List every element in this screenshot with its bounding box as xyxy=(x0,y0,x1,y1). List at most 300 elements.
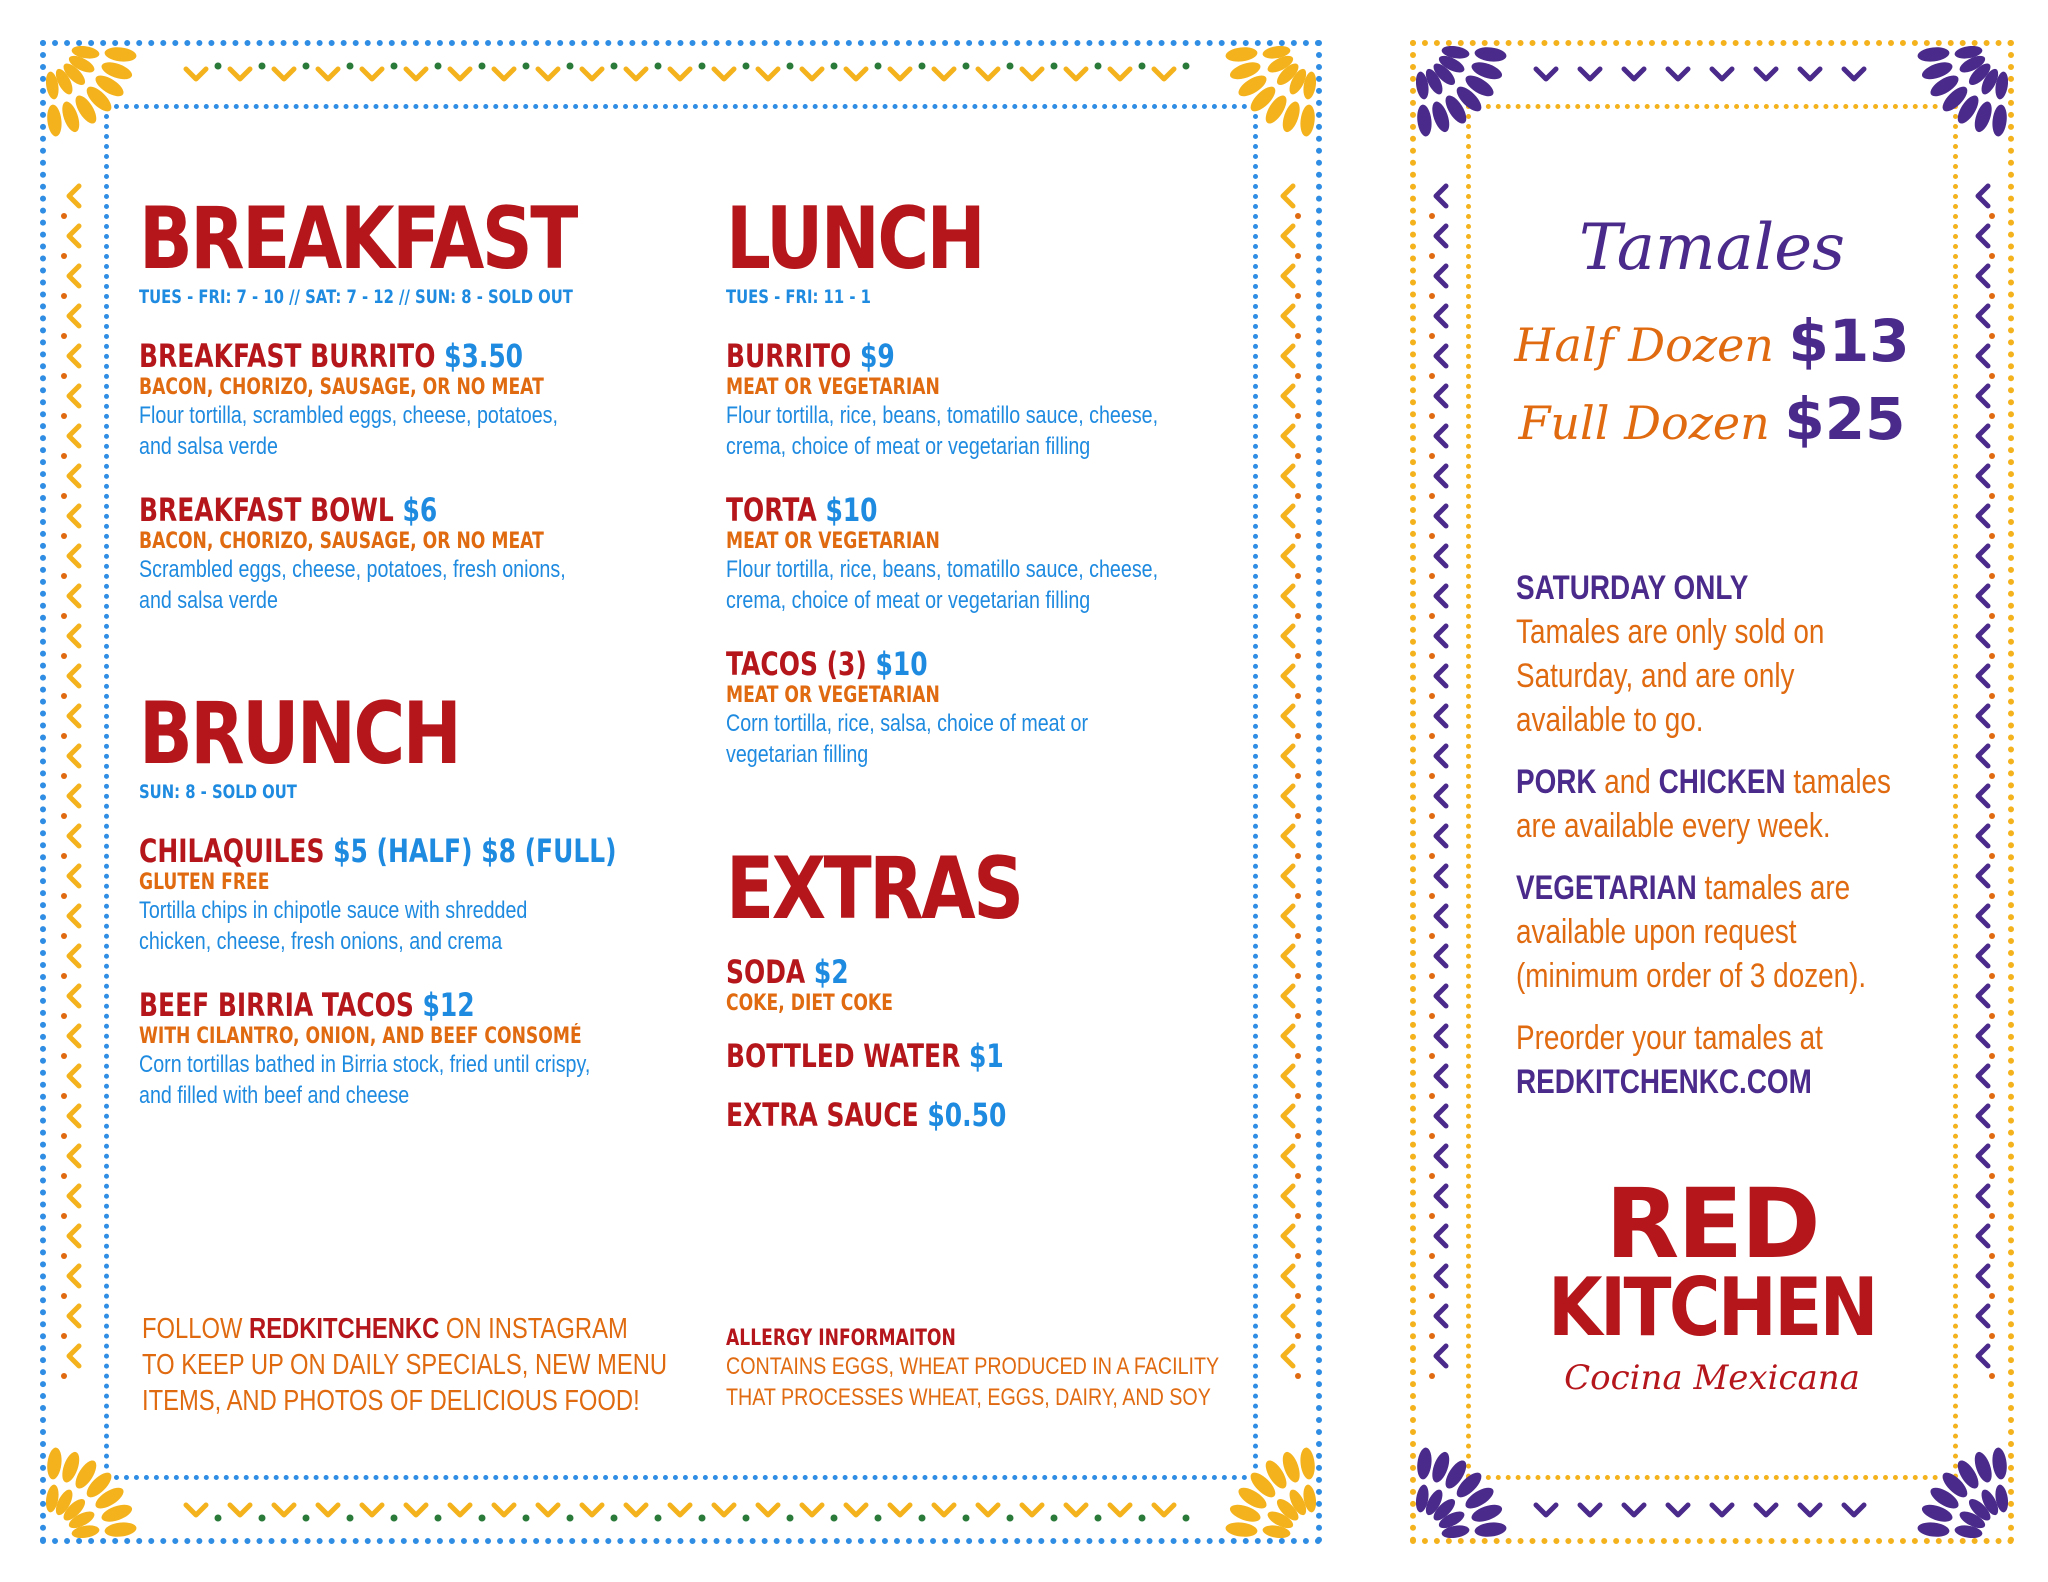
dot-ornament xyxy=(61,1333,67,1339)
chevron-ornament xyxy=(1436,906,1446,926)
chevron-ornament xyxy=(69,986,79,1006)
chevron-ornament xyxy=(1436,1146,1446,1166)
chevron-ornament xyxy=(1624,69,1644,79)
chevron-ornament xyxy=(1624,1505,1644,1515)
chevron-ornament xyxy=(362,1505,382,1515)
chevron-ornament xyxy=(69,426,79,446)
chevron-ornament xyxy=(890,1505,910,1515)
dot-ornament xyxy=(1429,893,1435,899)
chevron-ornament xyxy=(1436,346,1446,366)
dot-ornament xyxy=(1429,493,1435,499)
tamales-header xyxy=(1476,211,1948,453)
dot-ornament xyxy=(1295,933,1301,939)
dot-ornament xyxy=(1183,63,1190,70)
chevron-ornament xyxy=(1978,1066,1988,1086)
dot-ornament xyxy=(1989,853,1995,859)
petal-ornament xyxy=(1474,46,1507,63)
dot-ornament xyxy=(61,413,67,419)
chevron-ornament xyxy=(1283,586,1293,606)
logo xyxy=(1476,1168,1948,1398)
dot-ornament xyxy=(1429,293,1435,299)
chevron-ornament xyxy=(1436,746,1446,766)
chevron-ornament xyxy=(670,69,690,79)
dot-ornament xyxy=(1429,933,1435,939)
saturday-only-label: SATURDAY ONLY xyxy=(1516,569,1749,607)
dot-ornament xyxy=(1989,1093,1995,1099)
chevron-ornament xyxy=(1154,69,1174,79)
dot-ornament xyxy=(1429,1013,1435,1019)
item-name: BREAKFAST BOWL xyxy=(139,491,394,530)
chevron-ornament xyxy=(1436,1026,1446,1046)
chevron-ornament xyxy=(69,186,79,206)
chevron-ornament xyxy=(1436,306,1446,326)
dot-ornament xyxy=(259,63,266,70)
item-description: Flour tortilla, scrambled eggs, cheese, potatoes, xyxy=(139,402,558,430)
dot-ornament xyxy=(963,63,970,70)
chevron-ornament xyxy=(1283,1226,1293,1246)
dot-ornament xyxy=(1295,853,1301,859)
dot-ornament xyxy=(215,1515,222,1522)
chevron-ornament xyxy=(1978,986,1988,1006)
dot-ornament xyxy=(61,1173,67,1179)
chevron-ornament xyxy=(1283,1066,1293,1086)
chevron-ornament xyxy=(1580,69,1600,79)
chevron-ornament xyxy=(714,1505,734,1515)
dot-ornament xyxy=(699,1515,706,1522)
item-description: crema, choice of meat or vegetarian filling xyxy=(726,587,1091,615)
dot-ornament xyxy=(1989,1133,1995,1139)
chevron-ornament xyxy=(1283,826,1293,846)
dot-ornament xyxy=(1295,253,1301,259)
chevron-ornament xyxy=(1283,506,1293,526)
chevron-ornament xyxy=(1283,906,1293,926)
chevron-ornament xyxy=(978,69,998,79)
petal-ornament xyxy=(1991,1447,2008,1480)
dot-ornament xyxy=(1295,493,1301,499)
dot-ornament xyxy=(1183,1515,1190,1522)
dot-ornament xyxy=(1295,973,1301,979)
dot-ornament xyxy=(1429,1213,1435,1219)
dot-ornament xyxy=(919,63,926,70)
dot-ornament xyxy=(61,853,67,859)
chevron-ornament xyxy=(69,1306,79,1326)
dot-ornament xyxy=(1429,1133,1435,1139)
dot-ornament xyxy=(1429,1093,1435,1099)
dot-ornament xyxy=(61,933,67,939)
chevron-ornament xyxy=(69,586,79,606)
menu-item xyxy=(139,338,699,462)
chevron-ornament xyxy=(758,1505,778,1515)
dot-ornament xyxy=(1295,1053,1301,1059)
breakfast-hours: TUES - FRI: 7 - 10 // SAT: 7 - 12 // SUN: 8 - SOLD OUT xyxy=(139,286,573,308)
dot-ornament xyxy=(1989,693,1995,699)
item-name: BURRITO xyxy=(726,337,852,375)
chevron-ornament xyxy=(1712,1505,1732,1515)
dot-ornament xyxy=(743,1515,750,1522)
logo-kitchen: KITCHEN xyxy=(1548,1261,1876,1354)
website-link[interactable]: REDKITCHENKC.COM xyxy=(1516,1063,1812,1101)
chevron-ornament xyxy=(934,69,954,79)
item-price: $6 xyxy=(402,491,438,530)
dot-ornament xyxy=(1295,1013,1301,1019)
chevron-ornament xyxy=(1436,666,1446,686)
dot-ornament xyxy=(1429,413,1435,419)
menu-item xyxy=(726,492,1246,616)
chevron-ornament xyxy=(1978,1186,1988,1206)
chevron-ornament xyxy=(1283,746,1293,766)
dot-ornament xyxy=(1429,1373,1435,1379)
item-price: $0.50 xyxy=(927,1095,1007,1134)
dot-ornament xyxy=(1295,293,1301,299)
dot-ornament xyxy=(1989,933,1995,939)
menu-item xyxy=(726,1097,1246,1134)
chevron-ornament xyxy=(1436,946,1446,966)
menu-item xyxy=(726,954,1246,1016)
chevron-ornament xyxy=(538,1505,558,1515)
chevron-ornament xyxy=(1978,1346,1988,1366)
item-description: Tortilla chips in chipotle sauce with shredded xyxy=(139,897,528,925)
dot-ornament xyxy=(215,63,222,70)
item-price: $9 xyxy=(859,337,895,375)
dot-ornament xyxy=(61,533,67,539)
chevron-ornament xyxy=(494,69,514,79)
chevron-ornament xyxy=(69,1026,79,1046)
chevron-ornament xyxy=(406,69,426,79)
chevron-ornament xyxy=(1844,69,1864,79)
dot-ornament xyxy=(1989,733,1995,739)
chevron-ornament xyxy=(69,786,79,806)
chevron-ornament xyxy=(1978,586,1988,606)
chevron-ornament xyxy=(69,1066,79,1086)
dot-ornament xyxy=(61,373,67,379)
item-description: Scrambled eggs, cheese, potatoes, fresh onions, xyxy=(139,556,566,584)
dot-ornament xyxy=(1989,613,1995,619)
dot-ornament xyxy=(61,493,67,499)
dot-ornament xyxy=(567,1515,574,1522)
allergy-title: ALLERGY INFORMAITON xyxy=(726,1326,956,1351)
chevron-ornament xyxy=(1978,666,1988,686)
chevron-ornament xyxy=(1978,1146,1988,1166)
dot-ornament xyxy=(61,733,67,739)
chevron-ornament xyxy=(69,1346,79,1366)
chevron-ornament xyxy=(274,1505,294,1515)
dot-ornament xyxy=(1095,1515,1102,1522)
dot-ornament xyxy=(655,1515,662,1522)
petal-ornament xyxy=(46,1447,63,1480)
dot-ornament xyxy=(61,1053,67,1059)
chevron-ornament xyxy=(1978,386,1988,406)
dot-ornament xyxy=(1429,373,1435,379)
item-description: crema, choice of meat or vegetarian filling xyxy=(726,433,1091,461)
chevron-ornament xyxy=(1154,1505,1174,1515)
chevron-ornament xyxy=(69,666,79,686)
dot-ornament xyxy=(1429,1253,1435,1259)
dot-ornament xyxy=(1429,653,1435,659)
chevron-ornament xyxy=(1800,69,1820,79)
chevron-ornament xyxy=(1978,186,1988,206)
chevron-ornament xyxy=(69,866,79,886)
dot-ornament xyxy=(1989,373,1995,379)
chevron-ornament xyxy=(318,1505,338,1515)
dot-ornament xyxy=(61,893,67,899)
item-options: COKE, DIET COKE xyxy=(726,990,893,1016)
dot-ornament xyxy=(1429,1053,1435,1059)
dot-ornament xyxy=(963,1515,970,1522)
chevron-ornament xyxy=(69,546,79,566)
chevron-ornament xyxy=(1978,1306,1988,1326)
chevron-ornament xyxy=(1283,626,1293,646)
chevron-ornament xyxy=(1978,426,1988,446)
chevron-ornament xyxy=(1436,186,1446,206)
dot-ornament xyxy=(1989,1253,1995,1259)
chevron-ornament xyxy=(69,706,79,726)
chevron-ornament xyxy=(1436,986,1446,1006)
chevron-ornament xyxy=(802,69,822,79)
dot-ornament xyxy=(1429,853,1435,859)
dot-ornament xyxy=(1295,773,1301,779)
chevron-ornament xyxy=(1022,1505,1042,1515)
dot-ornament xyxy=(61,573,67,579)
item-price: $1 xyxy=(969,1037,1004,1076)
dot-ornament xyxy=(61,213,67,219)
chevron-ornament xyxy=(1436,266,1446,286)
dot-ornament xyxy=(1989,413,1995,419)
chevron-ornament xyxy=(582,69,602,79)
chevron-ornament xyxy=(1536,69,1556,79)
chevron-ornament xyxy=(69,906,79,926)
dot-ornament xyxy=(611,1515,618,1522)
chevron-ornament xyxy=(69,306,79,326)
chevron-ornament xyxy=(406,1505,426,1515)
item-description: and filled with beef and cheese xyxy=(139,1082,410,1110)
chevron-ornament xyxy=(1436,1346,1446,1366)
chevron-ornament xyxy=(1978,1106,1988,1126)
dot-ornament xyxy=(1429,573,1435,579)
chevron-ornament xyxy=(1580,1505,1600,1515)
dot-ornament xyxy=(1295,1293,1301,1299)
chevron-ornament xyxy=(69,946,79,966)
chevron-ornament xyxy=(1283,386,1293,406)
chevron-ornament xyxy=(450,69,470,79)
dot-ornament xyxy=(347,63,354,70)
chevron-ornament xyxy=(846,69,866,79)
item-name: BEEF BIRRIA TACOS xyxy=(139,986,414,1025)
dot-ornament xyxy=(1989,213,1995,219)
brunch-title: BRUNCH xyxy=(139,684,460,784)
item-price: $3.50 xyxy=(444,337,524,375)
chevron-ornament xyxy=(1978,1026,1988,1046)
extras-section xyxy=(726,839,1246,1134)
dot-ornament xyxy=(435,1515,442,1522)
chevron-ornament xyxy=(1283,1146,1293,1166)
menu-item xyxy=(139,987,699,1111)
chevron-ornament xyxy=(1978,786,1988,806)
petal-ornament xyxy=(1474,1521,1507,1538)
item-name: EXTRA SAUCE xyxy=(726,1095,919,1134)
dot-ornament xyxy=(61,1253,67,1259)
chevron-ornament xyxy=(1283,706,1293,726)
chevron-ornament xyxy=(1978,826,1988,846)
dot-ornament xyxy=(1295,1213,1301,1219)
dot-ornament xyxy=(1429,613,1435,619)
chevron-ornament xyxy=(1978,1226,1988,1246)
dot-ornament xyxy=(1989,1053,1995,1059)
item-options: MEAT OR VEGETARIAN xyxy=(726,528,940,554)
lunch-title: LUNCH xyxy=(726,189,984,289)
petal-ornament xyxy=(1299,1447,1316,1480)
chevron-ornament xyxy=(1436,226,1446,246)
chevron-ornament xyxy=(1436,1106,1446,1126)
chevron-ornament xyxy=(582,1505,602,1515)
chevron-ornament xyxy=(318,69,338,79)
chevron-ornament xyxy=(758,69,778,79)
chevron-ornament xyxy=(1066,1505,1086,1515)
dot-ornament xyxy=(1989,1373,1995,1379)
dot-ornament xyxy=(1989,1333,1995,1339)
chevron-ornament xyxy=(186,69,206,79)
chevron-ornament xyxy=(626,1505,646,1515)
chevron-ornament xyxy=(978,1505,998,1515)
petal-ornament xyxy=(46,104,63,137)
chevron-ornament xyxy=(1283,546,1293,566)
dot-ornament xyxy=(743,63,750,70)
chevron-ornament xyxy=(494,1505,514,1515)
dot-ornament xyxy=(523,1515,530,1522)
chevron-ornament xyxy=(802,1505,822,1515)
chevron-ornament xyxy=(1283,426,1293,446)
item-name: TACOS (3) xyxy=(726,645,867,684)
lunch-section xyxy=(726,189,1246,770)
chevron-ornament xyxy=(69,386,79,406)
chevron-ornament xyxy=(69,1186,79,1206)
brunch-section xyxy=(139,684,699,1111)
chevron-ornament xyxy=(69,1266,79,1286)
dot-ornament xyxy=(1295,333,1301,339)
dot-ornament xyxy=(1989,253,1995,259)
item-options: MEAT OR VEGETARIAN xyxy=(726,374,940,400)
item-description: and salsa verde xyxy=(139,433,278,461)
chevron-ornament xyxy=(1110,1505,1130,1515)
chevron-ornament xyxy=(1436,626,1446,646)
menu-item xyxy=(726,646,1246,770)
dot-ornament xyxy=(1429,1293,1435,1299)
petal-ornament xyxy=(1416,104,1433,137)
item-price: $5 (HALF) $8 (FULL) xyxy=(333,832,617,870)
dot-ornament xyxy=(1007,63,1014,70)
dot-ornament xyxy=(1989,1173,1995,1179)
full-dozen-price: Full Dozen $25 xyxy=(1518,385,1906,453)
chevron-ornament xyxy=(1800,1505,1820,1515)
chevron-ornament xyxy=(69,826,79,846)
dot-ornament xyxy=(61,293,67,299)
item-name: CHILAQUILES xyxy=(139,832,325,870)
dot-ornament xyxy=(1989,773,1995,779)
dot-ornament xyxy=(391,63,398,70)
extras-title: EXTRAS xyxy=(726,839,1022,939)
petal-ornament xyxy=(104,1521,137,1538)
chevron-ornament xyxy=(1283,186,1293,206)
chevron-ornament xyxy=(186,1505,206,1515)
chevron-ornament xyxy=(1066,69,1086,79)
chevron-ornament xyxy=(1668,69,1688,79)
dot-ornament xyxy=(61,813,67,819)
chevron-ornament xyxy=(1283,1266,1293,1286)
dot-ornament xyxy=(1989,293,1995,299)
item-description: Flour tortilla, rice, beans, tomatillo sauce, cheese, xyxy=(726,402,1159,430)
chevron-ornament xyxy=(1436,786,1446,806)
dot-ornament xyxy=(61,613,67,619)
chevron-ornament xyxy=(450,1505,470,1515)
chevron-ornament xyxy=(69,266,79,286)
half-dozen-price: Half Dozen $13 xyxy=(1514,307,1910,375)
item-price: $2 xyxy=(813,953,849,991)
chevron-ornament xyxy=(1283,786,1293,806)
chevron-ornament xyxy=(1283,946,1293,966)
dot-ornament xyxy=(699,63,706,70)
chevron-ornament xyxy=(230,1505,250,1515)
item-description: Flour tortilla, rice, beans, tomatillo sauce, cheese, xyxy=(726,556,1159,584)
dot-ornament xyxy=(61,1373,67,1379)
chevron-ornament xyxy=(1978,266,1988,286)
dot-ornament xyxy=(523,63,530,70)
chevron-ornament xyxy=(1436,826,1446,846)
item-description: and salsa verde xyxy=(139,587,278,615)
chevron-ornament xyxy=(69,746,79,766)
dot-ornament xyxy=(479,63,486,70)
chevron-ornament xyxy=(69,1106,79,1126)
dot-ornament xyxy=(303,1515,310,1522)
chevron-ornament xyxy=(1978,1266,1988,1286)
dot-ornament xyxy=(1989,453,1995,459)
dot-ornament xyxy=(1989,493,1995,499)
dot-ornament xyxy=(1989,813,1995,819)
item-description: Corn tortilla, rice, salsa, choice of meat or xyxy=(726,710,1089,738)
dot-ornament xyxy=(1095,63,1102,70)
item-name: TORTA xyxy=(726,491,817,530)
chevron-ornament xyxy=(1436,1266,1446,1286)
chevron-ornament xyxy=(69,346,79,366)
chevron-ornament xyxy=(1283,306,1293,326)
petal-ornament xyxy=(1416,1447,1433,1480)
chevron-ornament xyxy=(1756,69,1776,79)
chevron-ornament xyxy=(1283,1306,1293,1326)
dot-ornament xyxy=(61,653,67,659)
chevron-ornament xyxy=(1978,866,1988,886)
dot-ornament xyxy=(435,63,442,70)
dot-ornament xyxy=(61,773,67,779)
dot-ornament xyxy=(1295,453,1301,459)
chevron-ornament xyxy=(1022,69,1042,79)
chevron-ornament xyxy=(1283,666,1293,686)
dot-ornament xyxy=(61,1093,67,1099)
dot-ornament xyxy=(1429,333,1435,339)
dot-ornament xyxy=(1295,653,1301,659)
petal-ornament xyxy=(1991,104,2008,137)
dot-ornament xyxy=(1051,63,1058,70)
chevron-ornament xyxy=(1978,706,1988,726)
dot-ornament xyxy=(1295,1133,1301,1139)
tamales-title: Tamales xyxy=(1579,211,1845,285)
dot-ornament xyxy=(1295,213,1301,219)
main-menu-panel xyxy=(40,40,1322,1544)
breakfast-title: BREAKFAST xyxy=(139,189,576,289)
item-name: SODA xyxy=(726,953,806,991)
chevron-ornament xyxy=(1436,386,1446,406)
dot-ornament xyxy=(1007,1515,1014,1522)
chevron-ornament xyxy=(69,1226,79,1246)
dot-ornament xyxy=(1295,693,1301,699)
dot-ornament xyxy=(1295,533,1301,539)
